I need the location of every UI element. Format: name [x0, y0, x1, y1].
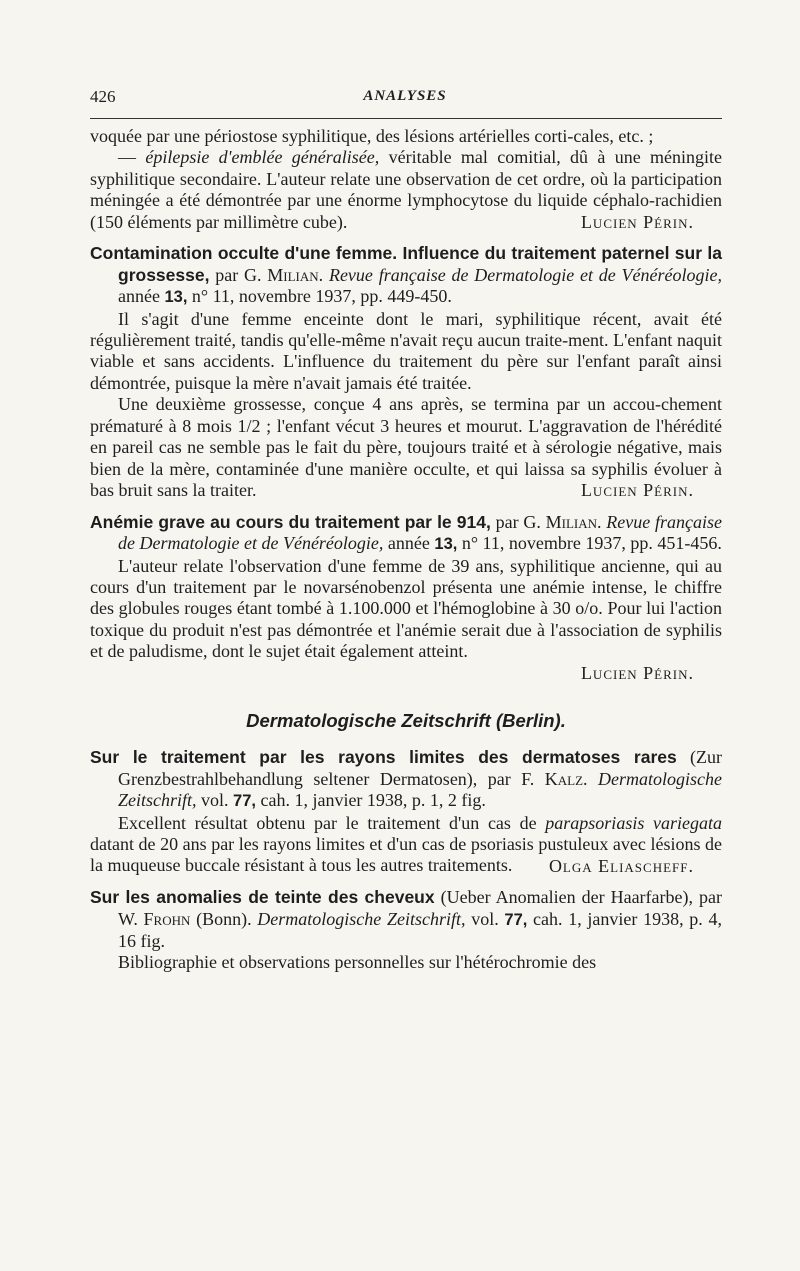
entry-citation	[90, 512, 722, 556]
citation-text: vol.	[465, 908, 505, 929]
paragraph: Il s'agit d'une femme enceinte dont le mari, syphilitique récent, avait été régulièrement traité, tandis qu'elle-même n'avait reçu aucun traite-ment. L'enfant naquit viable et sans accidents. L'influence du traitement du père sur l'enfant paraît ainsi démontrée, puisque la mère n'avait jamais été traitée.	[90, 308, 722, 393]
paragraph-text: datant de 20 ans par les rayons limites et d'un cas de psoriasis pustuleux avec lésions de la muqueuse buccale résistant à tous les autres traitements.	[90, 834, 722, 876]
citation-details: n° 11, novembre 1937, pp. 449-450.	[187, 286, 452, 307]
journal-name: Revue française de Dermatologie et de Vénéréologie,	[118, 511, 723, 554]
review-entry	[90, 512, 722, 684]
header-rule	[90, 118, 722, 119]
italic-term: parapsoriasis variegata	[545, 812, 722, 833]
review-entry	[90, 243, 722, 501]
citation-text: (Bonn).	[190, 908, 252, 929]
paragraph: L'auteur relate l'observation d'une femme de 39 ans, syphilitique ancienne, qui au cours d'un traitement par le novarsénobenzol présenta une anémie intense, le chiffre des globules rouges étant tombé à 1.100.000 et l'hémoglobine à 30 o/o. Pour lui l'action toxique du produit n'est pas démontrée et l'anémie serait due à l'association de syphilis et de paludisme, dont le sujet était également atteint.	[90, 555, 722, 662]
dash: —	[118, 147, 146, 168]
citation-text: vol.	[196, 790, 234, 811]
volume: 77,	[233, 792, 256, 811]
continued-review	[90, 126, 722, 233]
paragraph-text: véritable mal comitial, dû à une méningite syphilitique secondaire. L'auteur relate une observation de cet ordre, où la participation méningée a été démontrée par une énorme lymphocytose du liquide céphalo-rachidien (150 éléments par millimètre cube).	[90, 147, 723, 232]
italic-term: épilepsie d'emblée généralisée,	[145, 147, 380, 168]
paragraph-text: Excellent résultat obtenu par le traitement d'un cas de	[118, 812, 546, 833]
entry-title: Contamination occulte d'une femme. Influence du traitement paternel sur la grossesse,	[90, 243, 722, 285]
citation-text: (Zur Grenzbestrahlbehandlung seltener Dermatosen), par F.	[118, 747, 722, 789]
signature: Lucien Périn.	[580, 212, 694, 233]
page-content	[90, 126, 722, 974]
citation-text: par G.	[490, 511, 546, 532]
author: Milian.	[545, 511, 602, 532]
citation-text: année	[383, 533, 435, 554]
citation-text: (Ueber Anomalien der Haarfarbe), par W.	[118, 887, 722, 929]
paragraph: Une deuxième grossesse, conçue 4 ans après, se termina par un accou-chement prématuré à 8 mois 1/2 ; l'enfant vécut 3 heures et mourut. L'aggravation de l'hérédité en pareil cas ne semble pas le fait du père, toujours traité et à sérologie négative, mais bien de la mère, contaminée d'une manière occulte, et qui laissa sa syphilis évoluer à bas bruit sans la traiter.	[90, 394, 722, 500]
page-header	[90, 87, 720, 111]
entry-title: Sur le traitement par les rayons limites des dermatoses rares	[90, 747, 677, 768]
entry-title: Anémie grave au cours du traitement par le 914,	[90, 511, 491, 532]
volume: 13,	[434, 535, 458, 554]
review-entry	[90, 887, 722, 974]
citation-text: par G.	[209, 264, 268, 285]
journal-name: Revue française de Dermatologie et de Vénéréologie,	[323, 264, 722, 285]
journal-name: Dermatologische Zeitschrift,	[118, 768, 722, 811]
signature: Olga Eliascheff.	[548, 855, 694, 876]
author: Frohn	[143, 908, 191, 929]
page-number: 426	[90, 87, 116, 106]
entry-citation	[90, 243, 722, 308]
author: Kalz.	[544, 768, 588, 789]
paragraph: Bibliographie et observations personnelles sur l'hétérochromie des	[118, 952, 597, 973]
citation-text: année	[118, 286, 165, 307]
signature: Lucien Périn.	[580, 480, 694, 501]
author: Milian.	[267, 264, 324, 285]
paragraph: voquée par une périostose syphilitique, des lésions artérielles corti-cales, etc. ;	[90, 126, 654, 146]
entry-citation	[90, 887, 722, 952]
volume: 77,	[504, 910, 528, 929]
running-title: ANALYSES	[363, 88, 447, 104]
journal-heading: Dermatologische Zeitschrift (Berlin).	[246, 709, 566, 731]
citation-details: n° 11, novembre 1937, pp. 451-456.	[457, 533, 722, 554]
entry-title: Sur les anomalies de teinte des cheveux	[90, 887, 435, 908]
citation-details: cah. 1, janvier 1938, p. 4, 16 fig.	[118, 908, 723, 952]
citation-details: cah. 1, janvier 1938, p. 1, 2 fig.	[255, 790, 486, 811]
signature: Lucien Périn.	[580, 662, 694, 683]
entry-citation	[90, 747, 722, 812]
review-entry	[90, 747, 722, 877]
volume: 13,	[164, 288, 188, 307]
journal-name: Dermatologische Zeitschrift,	[251, 908, 466, 929]
